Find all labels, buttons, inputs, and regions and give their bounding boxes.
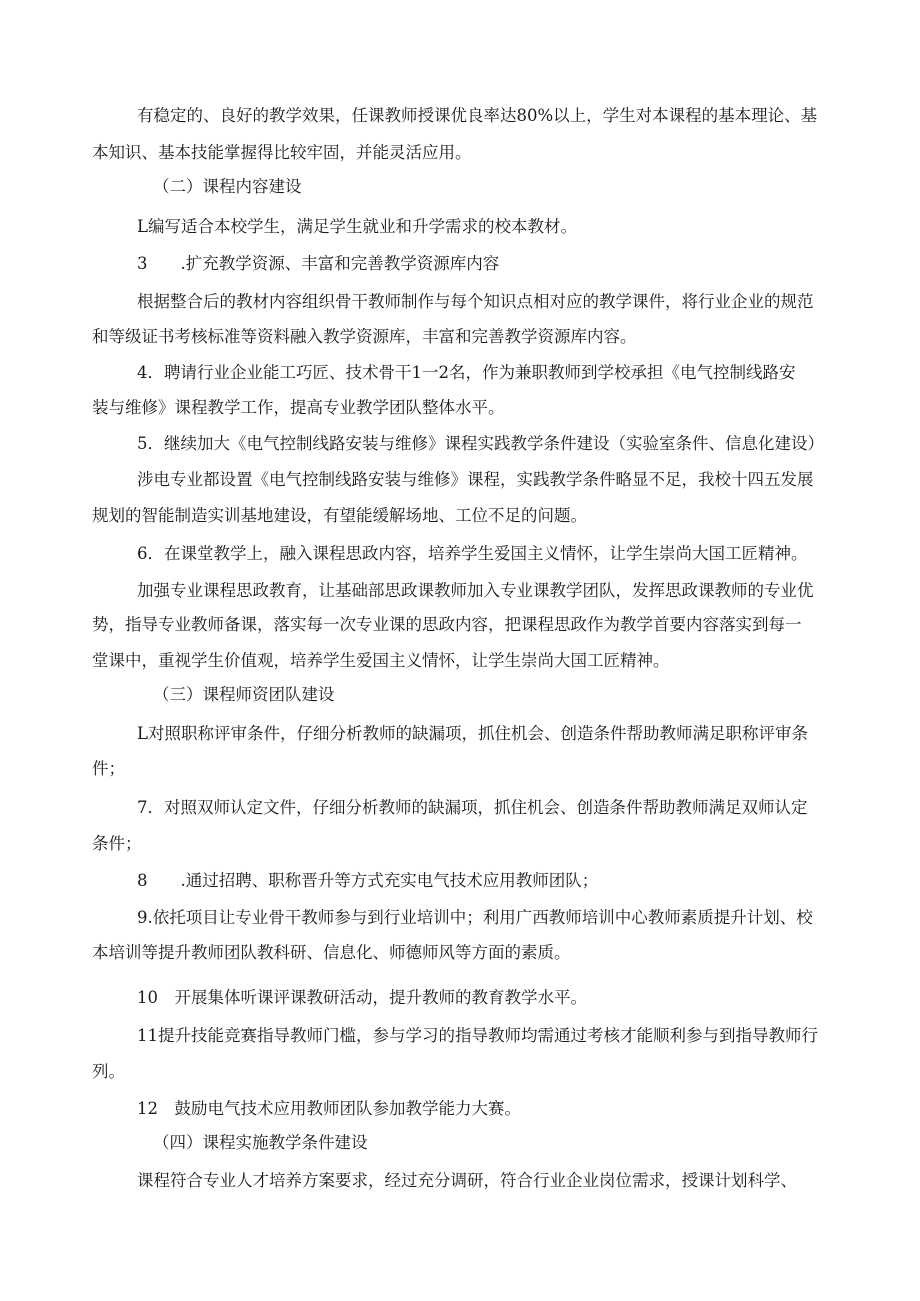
paragraph-line: 有稳定的、良好的教学效果，任课教师授课优良率达80%以上，学生对本课程的基本理论、基 <box>137 106 818 125</box>
paragraph-line: 列。 <box>92 1062 125 1081</box>
paragraph-line: 3 .扩充教学资源、丰富和完善教学资源库内容 <box>137 254 500 273</box>
paragraph-line: 本知识、基本技能掌握得比较牢固，并能灵活应用。 <box>92 143 472 162</box>
paragraph-line: 4．聘请行业企业能工巧匠、技术骨干1一2名，作为兼职教师到学校承担《电气控制线路安 <box>137 363 796 382</box>
paragraph-line: 6．在课堂教学上，融入课程思政内容，培养学生爱国主义情怀，让学生崇尚大国工匠精神。 <box>137 544 808 563</box>
paragraph-line: 11提升技能竞赛指导教师门槛，参与学习的指导教师均需通过考核才能顺利参与到指导教师行 <box>137 1026 818 1045</box>
section-heading: （二）课程内容建设 <box>153 177 302 196</box>
paragraph-line: L编写适合本校学生，满足学生就业和升学需求的校本教材。 <box>137 217 577 236</box>
paragraph-line: 条件； <box>92 834 142 853</box>
paragraph-line: 7．对照双师认定文件，仔细分析教师的缺漏项，抓住机会、创造条件帮助教师满足双师认定 <box>137 798 808 817</box>
paragraph-line: L对照职称评审条件，仔细分析教师的缺漏项，抓住机会、创造条件帮助教师满足职称评审条 <box>137 724 808 743</box>
section-heading: （三）课程师资团队建设 <box>153 685 335 704</box>
paragraph-line: 涉电专业都设置《电气控制线路安装与维修》课程，实践教学条件略显不足，我校十四五发展 <box>137 470 814 489</box>
paragraph-line: 件； <box>92 759 125 778</box>
paragraph-line: 10 开展集体听课评课教研活动，提升教师的教育教学水平。 <box>137 988 587 1007</box>
paragraph-line: 和等级证书考核标准等资料融入教学资源库，丰富和完善教学资源库内容。 <box>92 327 637 346</box>
paragraph-line: 课程符合专业人才培养方案要求，经过充分调研，符合行业企业岗位需求，授课计划科学、 <box>137 1171 797 1190</box>
paragraph-line: 堂课中，重视学生价值观，培养学生爱国主义情怀，让学生崇尚大国工匠精神。 <box>92 651 670 670</box>
paragraph-line: 12 鼓励电气技术应用教师团队参加教学能力大赛。 <box>137 1099 521 1118</box>
paragraph-line: 9.依托项目让专业骨干教师参与到行业培训中；利用广西教师培训中心教师素质提升计划、校 <box>137 908 813 927</box>
paragraph-line: 根据整合后的教材内容组织骨干教师制作与每个知识点相对应的教学课件，将行业企业的规范 <box>137 292 814 311</box>
paragraph-line: 加强专业课程思政教育，让基础部思政课教师加入专业课教学团队，发挥思政课教师的专业优 <box>137 581 814 600</box>
paragraph-line: 装与维修》课程教学工作，提高专业教学团队整体水平。 <box>92 398 505 417</box>
paragraph-line: 势，指导专业教师备课，落实每一次专业课的思政内容，把课程思政作为教学首要内容落实到每一 <box>92 615 802 634</box>
paragraph-line: 规划的智能制造实训基地建设，有望能缓解场地、工位不足的问题。 <box>92 506 587 525</box>
paragraph-line: 5．继续加大《电气控制线路安装与维修》课程实践教学条件建设（实验室条件、信息化建设） <box>137 434 824 453</box>
section-heading: （四）课程实施教学条件建设 <box>153 1133 368 1152</box>
paragraph-line: 8 .通过招聘、职称晋升等方式充实电气技术应用教师团队； <box>137 871 599 890</box>
paragraph-line: 本培训等提升教师团队教科研、信息化、师德师风等方面的素质。 <box>92 943 571 962</box>
